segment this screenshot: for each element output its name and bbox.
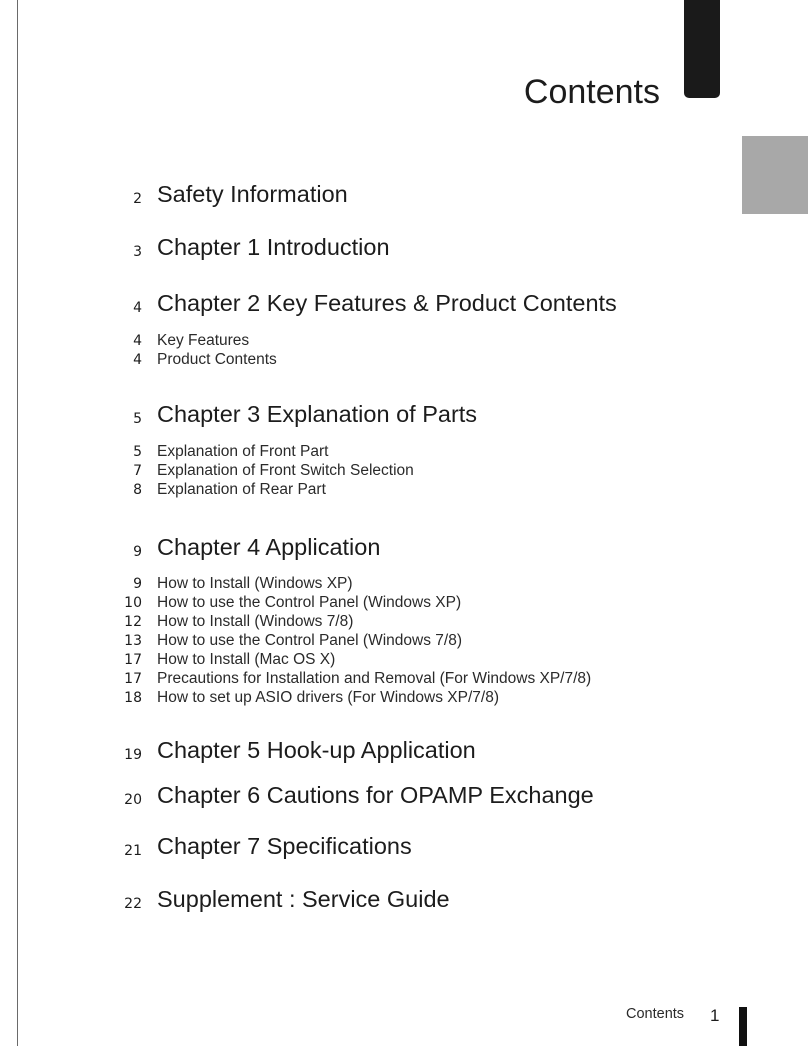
toc-chapter-label: Chapter 7 Specifications — [157, 833, 412, 859]
toc-subentry-label: Explanation of Front Part — [157, 443, 329, 460]
toc-page-number: 7 — [133, 463, 142, 479]
toc-entry-safety[interactable] — [0, 181, 808, 211]
toc-subentry[interactable] — [0, 670, 808, 689]
toc-subentry-label: Key Features — [157, 332, 250, 349]
toc-chapter-label: Chapter 5 Hook-up Application — [157, 737, 476, 763]
toc-entry-chapter-6[interactable] — [0, 782, 808, 812]
toc-entry-chapter-1[interactable] — [0, 234, 808, 264]
page-title: Contents — [523, 72, 660, 111]
toc-subentry-label: How to use the Control Panel (Windows XP) — [157, 594, 462, 611]
toc-page-number: 5 — [133, 444, 142, 460]
toc-page-number: 21 — [124, 843, 142, 859]
toc-subentry-label: Precautions for Installation and Removal (For Windows XP/7/8) — [157, 670, 592, 687]
toc-subentry-label: How to Install (Windows XP) — [157, 575, 353, 592]
toc-chapter-label: Safety Information — [157, 181, 348, 207]
toc-subentry[interactable] — [0, 462, 808, 481]
toc-chapter-label: Chapter 3 Explanation of Parts — [157, 401, 478, 427]
toc-page-number: 4 — [133, 352, 142, 368]
toc-subentry[interactable] — [0, 332, 808, 351]
toc-subentry-label: Product Contents — [157, 351, 277, 368]
toc-page-number: 4 — [133, 333, 142, 349]
toc-chapter-label: Chapter 6 Cautions for OPAMP Exchange — [157, 782, 594, 808]
toc-page-number: 13 — [124, 633, 142, 649]
toc-page-number: 17 — [124, 652, 142, 668]
toc-subentry-label: How to Install (Mac OS X) — [157, 651, 336, 668]
toc-subentry[interactable] — [0, 443, 808, 462]
toc-page-number: 2 — [133, 191, 142, 207]
toc-entry-chapter-2[interactable] — [0, 290, 808, 320]
footer-page-number: 1 — [710, 1006, 720, 1025]
toc-entry-chapter-4[interactable] — [0, 534, 808, 564]
toc-page-number: 8 — [133, 482, 142, 498]
toc-entry-chapter-5[interactable] — [0, 737, 808, 767]
toc-subentry[interactable] — [0, 632, 808, 651]
toc-page-number: 9 — [133, 576, 142, 592]
toc-page-number: 19 — [124, 747, 142, 763]
toc-chapter-label: Chapter 2 Key Features & Product Contents — [157, 290, 617, 316]
footer-bar — [739, 1007, 747, 1046]
toc-page-number: 10 — [124, 595, 142, 611]
toc-page-number: 9 — [133, 544, 142, 560]
toc-page-number: 20 — [124, 792, 142, 808]
toc-chapter-label: Chapter 4 Application — [157, 534, 381, 560]
top-section-tab — [684, 0, 720, 98]
toc-chapter-label: Supplement : Service Guide — [157, 886, 450, 912]
toc-page-number: 3 — [133, 244, 142, 260]
toc-subentry[interactable] — [0, 481, 808, 500]
toc-page-number: 22 — [124, 896, 142, 912]
toc-subentry-label: How to set up ASIO drivers (For Windows XP/7/8) — [157, 689, 499, 706]
toc-entry-chapter-3[interactable] — [0, 401, 808, 431]
toc-subentry-label: How to use the Control Panel (Windows 7/8) — [157, 632, 462, 649]
toc-subentry[interactable] — [0, 689, 808, 708]
toc-entry-chapter-7[interactable] — [0, 833, 808, 863]
toc-subentry[interactable] — [0, 613, 808, 632]
toc-chapter-label: Chapter 1 Introduction — [157, 234, 390, 260]
toc-subentry-label: Explanation of Front Switch Selection — [157, 462, 414, 479]
toc-page-number: 5 — [133, 411, 142, 427]
toc-subentry[interactable] — [0, 575, 808, 594]
toc-subentry-label: Explanation of Rear Part — [157, 481, 326, 498]
toc-subentry[interactable] — [0, 651, 808, 670]
toc-page-number: 17 — [124, 671, 142, 687]
toc-subentry[interactable] — [0, 351, 808, 370]
footer-section-label: Contents — [626, 1006, 685, 1022]
toc-subentry-label: How to Install (Windows 7/8) — [157, 613, 354, 630]
toc-page-number: 12 — [124, 614, 142, 630]
toc-page-number: 4 — [133, 300, 142, 316]
toc-subentry[interactable] — [0, 594, 808, 613]
toc-page-number: 18 — [124, 690, 142, 706]
toc-entry-supplement[interactable] — [0, 886, 808, 916]
